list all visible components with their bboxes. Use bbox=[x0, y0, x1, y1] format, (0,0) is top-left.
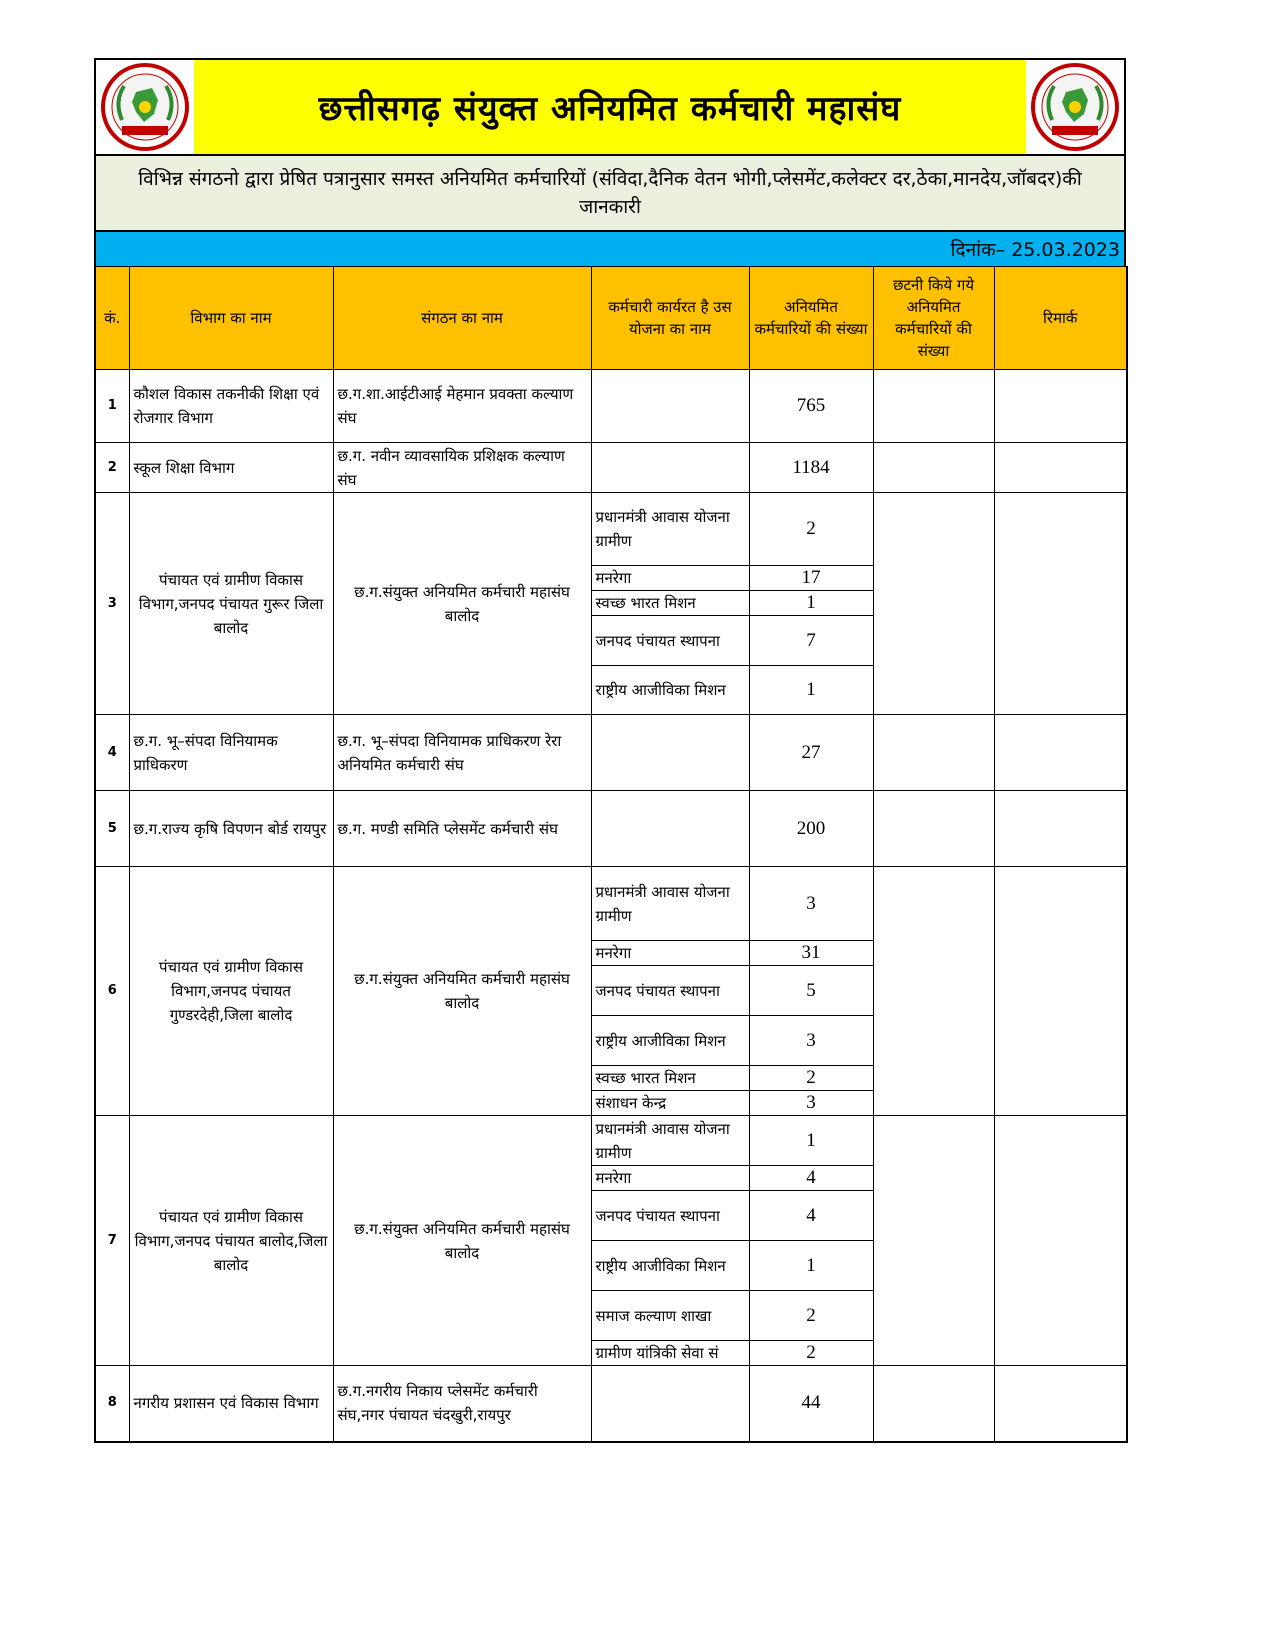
row-scheme: प्रधानमंत्री आवास योजना ग्रामीण bbox=[591, 493, 749, 566]
row-count: 3 bbox=[749, 867, 873, 941]
document-sheet bbox=[94, 58, 1126, 1443]
row-remark bbox=[994, 867, 1127, 1116]
row-sn: 3 bbox=[95, 493, 129, 715]
row-scheme: जनपद पंचायत स्थापना bbox=[591, 616, 749, 666]
row-remark bbox=[994, 443, 1127, 493]
header-banner bbox=[94, 58, 1126, 156]
row-count: 27 bbox=[749, 715, 873, 791]
row-department: पंचायत एवं ग्रामीण विकास विभाग,जनपद पंचायत गुण्डरदेही,जिला बालोद bbox=[129, 867, 333, 1116]
page-title: छत्तीसगढ़ संयुक्त अनियमित कर्मचारी महासंघ bbox=[318, 89, 902, 129]
row-count: 4 bbox=[749, 1166, 873, 1191]
row-scheme: समाज कल्याण शाखा bbox=[591, 1291, 749, 1341]
row-count: 1 bbox=[749, 666, 873, 715]
col-header-sn: कं. bbox=[95, 267, 129, 370]
row-scheme bbox=[591, 370, 749, 443]
row-count: 17 bbox=[749, 566, 873, 591]
logo-right bbox=[1026, 60, 1124, 154]
row-department: कौशल विकास तकनीकी शिक्षा एवं रोजगार विभाग bbox=[129, 370, 333, 443]
row-retrenched bbox=[873, 867, 994, 1116]
table-row bbox=[95, 791, 1127, 867]
row-count: 1184 bbox=[749, 443, 873, 493]
document-date: दिनांक– 25.03.2023 bbox=[950, 239, 1120, 261]
row-count: 1 bbox=[749, 591, 873, 616]
table-row bbox=[95, 493, 1127, 566]
row-retrenched bbox=[873, 791, 994, 867]
logo-left bbox=[96, 60, 194, 154]
row-scheme: मनरेगा bbox=[591, 1166, 749, 1191]
row-retrenched bbox=[873, 370, 994, 443]
row-organization: छ.ग. मण्डी समिति प्लेसमेंट कर्मचारी संघ bbox=[333, 791, 591, 867]
col-header-retrenched: छटनी किये गये अनियमित कर्मचारियों की संख्या bbox=[873, 267, 994, 370]
row-remark bbox=[994, 715, 1127, 791]
employees-table bbox=[94, 266, 1128, 1443]
row-scheme: ग्रामीण यांत्रिकी सेवा सं bbox=[591, 1341, 749, 1366]
row-count: 5 bbox=[749, 966, 873, 1016]
row-count: 1 bbox=[749, 1116, 873, 1166]
row-remark bbox=[994, 791, 1127, 867]
row-sn: 1 bbox=[95, 370, 129, 443]
row-retrenched bbox=[873, 1116, 994, 1366]
federation-emblem-icon bbox=[100, 62, 190, 152]
row-scheme bbox=[591, 715, 749, 791]
row-scheme bbox=[591, 791, 749, 867]
row-organization: छ.ग.संयुक्त अनियमित कर्मचारी महासंघ बालोद bbox=[333, 867, 591, 1116]
row-scheme: मनरेगा bbox=[591, 566, 749, 591]
row-scheme: प्रधानमंत्री आवास योजना ग्रामीण bbox=[591, 867, 749, 941]
row-department: नगरीय प्रशासन एवं विकास विभाग bbox=[129, 1366, 333, 1442]
row-count: 2 bbox=[749, 1066, 873, 1091]
table-row bbox=[95, 1116, 1127, 1166]
row-sn: 8 bbox=[95, 1366, 129, 1442]
row-sn: 5 bbox=[95, 791, 129, 867]
table-row bbox=[95, 715, 1127, 791]
row-organization: छ.ग.संयुक्त अनियमित कर्मचारी महासंघ बालोद bbox=[333, 1116, 591, 1366]
table-row bbox=[95, 867, 1127, 941]
col-header-count: अनियमित कर्मचारियों की संख्या bbox=[749, 267, 873, 370]
row-organization: छ.ग. नवीन व्यावसायिक प्रशिक्षक कल्याण संघ bbox=[333, 443, 591, 493]
row-scheme: जनपद पंचायत स्थापना bbox=[591, 966, 749, 1016]
row-department: पंचायत एवं ग्रामीण विकास विभाग,जनपद पंचायत गुरूर जिला बालोद bbox=[129, 493, 333, 715]
row-scheme bbox=[591, 443, 749, 493]
row-remark bbox=[994, 493, 1127, 715]
row-scheme: राष्ट्रीय आजीविका मिशन bbox=[591, 1016, 749, 1066]
federation-emblem-icon bbox=[1030, 62, 1120, 152]
row-count: 2 bbox=[749, 1341, 873, 1366]
table-row bbox=[95, 370, 1127, 443]
col-header-remark: रिमार्क bbox=[994, 267, 1127, 370]
row-organization: छ.ग.शा.आईटीआई मेहमान प्रवक्ता कल्याण संघ bbox=[333, 370, 591, 443]
row-scheme: संशाधन केन्द्र bbox=[591, 1091, 749, 1116]
row-organization: छ.ग.नगरीय निकाय प्लेसमेंट कर्मचारी संघ,नगर पंचायत चंदखुरी,रायपुर bbox=[333, 1366, 591, 1442]
row-sn: 2 bbox=[95, 443, 129, 493]
table-header-row bbox=[95, 267, 1127, 370]
row-retrenched bbox=[873, 715, 994, 791]
table-row bbox=[95, 1366, 1127, 1442]
row-scheme: राष्ट्रीय आजीविका मिशन bbox=[591, 666, 749, 715]
row-scheme bbox=[591, 1366, 749, 1442]
row-scheme: राष्ट्रीय आजीविका मिशन bbox=[591, 1241, 749, 1291]
row-count: 7 bbox=[749, 616, 873, 666]
row-retrenched bbox=[873, 493, 994, 715]
row-remark bbox=[994, 1116, 1127, 1366]
row-count: 31 bbox=[749, 941, 873, 966]
row-organization: छ.ग.संयुक्त अनियमित कर्मचारी महासंघ बालोद bbox=[333, 493, 591, 715]
row-count: 200 bbox=[749, 791, 873, 867]
row-count: 765 bbox=[749, 370, 873, 443]
row-sn: 7 bbox=[95, 1116, 129, 1366]
row-scheme: जनपद पंचायत स्थापना bbox=[591, 1191, 749, 1241]
row-retrenched bbox=[873, 443, 994, 493]
row-department: छ.ग.राज्य कृषि विपणन बोर्ड रायपुर bbox=[129, 791, 333, 867]
row-scheme: स्वच्छ भारत मिशन bbox=[591, 1066, 749, 1091]
row-retrenched bbox=[873, 1366, 994, 1442]
row-sn: 4 bbox=[95, 715, 129, 791]
row-remark bbox=[994, 370, 1127, 443]
row-count: 4 bbox=[749, 1191, 873, 1241]
document-subtitle: विभिन्न संगठनो द्वारा प्रेषित पत्रानुसार समस्त अनियमित कर्मचारियों (संविदा,दैनिक वेतन भोगी,प्लेसमेंट,कलेक्टर दर,ठेका,मानदेय,जॉबदर)की जानकारी bbox=[94, 156, 1126, 232]
col-header-scheme: कर्मचारी कार्यरत है उस योजना का नाम bbox=[591, 267, 749, 370]
row-count: 1 bbox=[749, 1241, 873, 1291]
col-header-department: विभाग का नाम bbox=[129, 267, 333, 370]
table-row bbox=[95, 443, 1127, 493]
row-scheme: प्रधानमंत्री आवास योजना ग्रामीण bbox=[591, 1116, 749, 1166]
row-department: छ.ग. भू–संपदा विनियामक प्राधिकरण bbox=[129, 715, 333, 791]
row-department: पंचायत एवं ग्रामीण विकास विभाग,जनपद पंचायत बालोद,जिला बालोद bbox=[129, 1116, 333, 1366]
row-count: 3 bbox=[749, 1091, 873, 1116]
row-count: 3 bbox=[749, 1016, 873, 1066]
row-organization: छ.ग. भू–संपदा विनियामक प्राधिकरण रेरा अनियमित कर्मचारी संघ bbox=[333, 715, 591, 791]
row-scheme: स्वच्छ भारत मिशन bbox=[591, 591, 749, 616]
row-count: 44 bbox=[749, 1366, 873, 1442]
row-count: 2 bbox=[749, 1291, 873, 1341]
row-department: स्कूल शिक्षा विभाग bbox=[129, 443, 333, 493]
col-header-organization: संगठन का नाम bbox=[333, 267, 591, 370]
date-band bbox=[94, 232, 1126, 266]
row-remark bbox=[994, 1366, 1127, 1442]
row-sn: 6 bbox=[95, 867, 129, 1116]
row-scheme: मनरेगा bbox=[591, 941, 749, 966]
row-count: 2 bbox=[749, 493, 873, 566]
